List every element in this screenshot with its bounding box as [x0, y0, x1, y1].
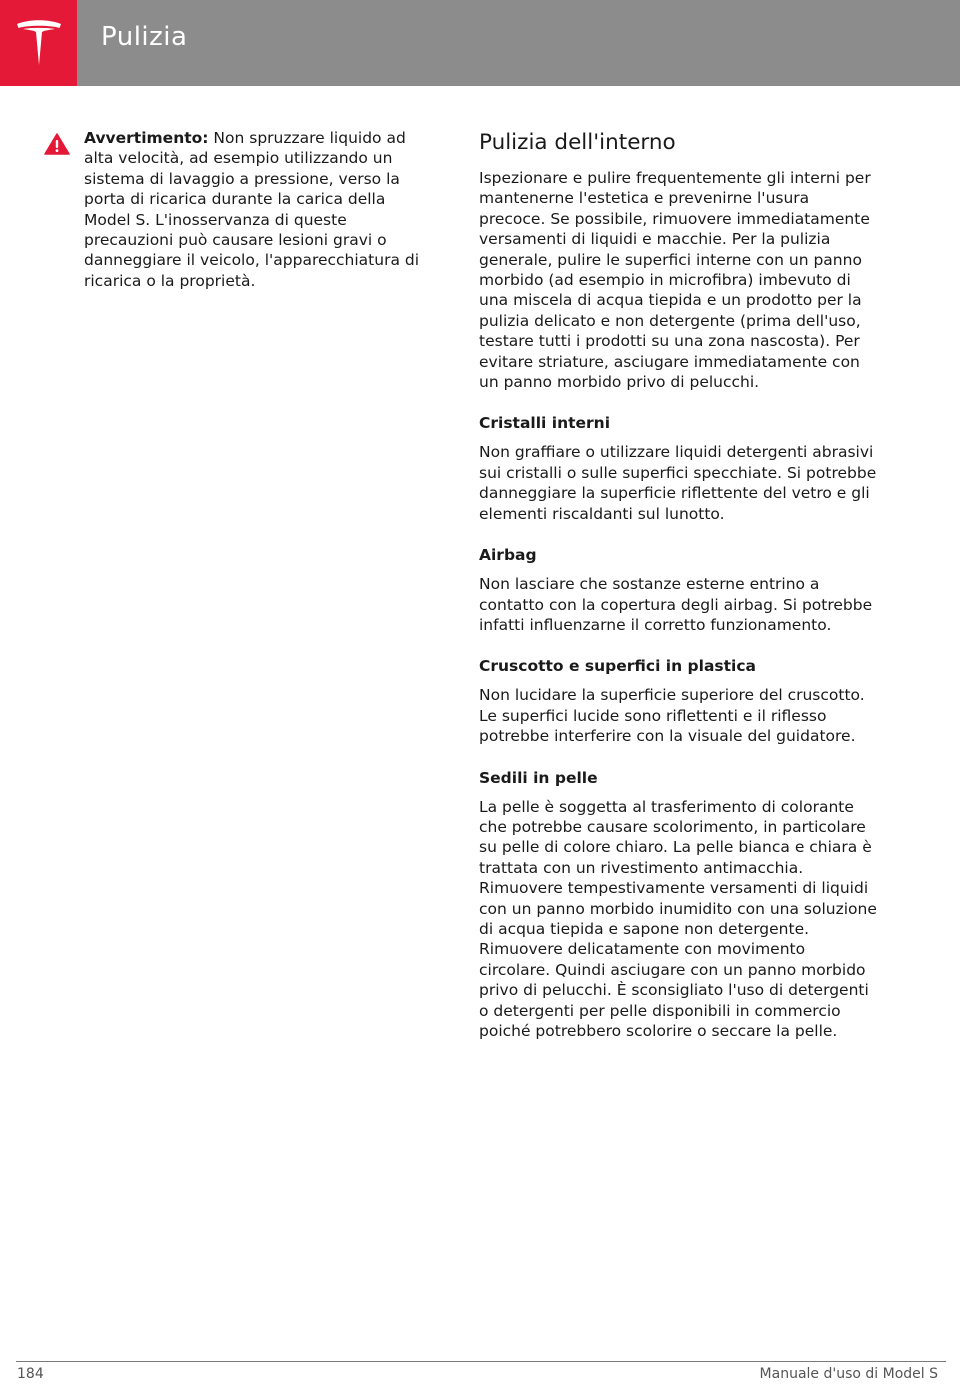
- page-header: [0, 0, 960, 86]
- subheading-airbag: Airbag: [479, 546, 537, 565]
- subheading-sedili-pelle: Sedili in pelle: [479, 768, 598, 787]
- subheading-cristalli-interni: Cristalli interni: [479, 414, 611, 433]
- left-column: [44, 128, 434, 291]
- page-number: 184: [17, 1366, 44, 1382]
- paragraph-cristalli-interni: Non graffiare o utilizzare liquidi detergenti abrasivi sui cristalli o sulle superfici specchiate. Si potrebbe danneggiare la superficie riflettente del vetro e gli elementi riscaldanti sul lunotto.: [479, 443, 877, 523]
- warning-body: Non spruzzare liquido ad alta velocità, ad esempio utilizzando un sistema di lavaggio a pressione, verso la porta di ricarica durante la carica della Model S. L'inosservanza di queste precauzioni può causare lesioni gravi o danneggiare il veicolo, l'apparecchiatura di ricarica o la proprietà.: [84, 129, 420, 290]
- right-column: [479, 128, 879, 1041]
- page-title: Pulizia: [101, 22, 188, 52]
- subheading-cruscotto: Cruscotto e superfici in plastica: [479, 657, 756, 676]
- footer-divider: [16, 1361, 946, 1362]
- section-intro: Ispezionare e pulire frequentemente gli interni per mantenerne l'estetica e prevenirne l'usura precoce. Se possibile, rimuovere immediatamente versamenti di liquidi e macchie. Per la pulizia generale, pulire le superfici interne con un panno morbido (ad esempio in microfibra) imbevuto di una miscela di acqua tiepida e un prodotto per la pulizia delicato e non detergente (prima dell'uso, testare tutti i prodotti su una zona nascosta). Per evitare striature, asciugare immediatamente con un panno morbido privo di pelucchi.: [479, 169, 871, 392]
- paragraph-sedili-pelle: La pelle è soggetta al trasferimento di colorante che potrebbe causare scolorimento, in particolare su pelle di colore chiaro. La pelle bianca e chiara è trattata con un rivestimento antimacchia. Rimuovere tempestivamente versamenti di liquidi con un panno morbido inumidito con una soluzione di acqua tiepida e sapone non detergente. Rimuovere delicatamente con movimento circolare. Quindi asciugare con un panno morbido privo di pelucchi. È sconsigliato l'uso di detergenti o detergenti per pelle disponibili in commercio poiché potrebbero scolorire o seccare la pelle.: [479, 797, 877, 1040]
- manual-name: Manuale d'uso di Model S: [759, 1366, 938, 1382]
- warning-label: Avvertimento:: [84, 129, 209, 147]
- paragraph-airbag: Non lasciare che sostanze esterne entrino a contatto con la copertura degli airbag. Si potrebbe infatti influenzarne il corretto funzionamento.: [479, 575, 873, 634]
- section-title: Pulizia dell'interno: [479, 130, 676, 155]
- brand-logo-box: [0, 0, 77, 86]
- warning-triangle-icon: [44, 133, 70, 155]
- warning-callout: [44, 128, 434, 291]
- paragraph-cruscotto: Non lucidare la superficie superiore del cruscotto. Le superfici lucide sono riflettenti e il riflesso potrebbe interferire con la visuale del guidatore.: [479, 686, 865, 746]
- warning-text: [84, 128, 434, 291]
- tesla-logo-icon: [15, 18, 63, 68]
